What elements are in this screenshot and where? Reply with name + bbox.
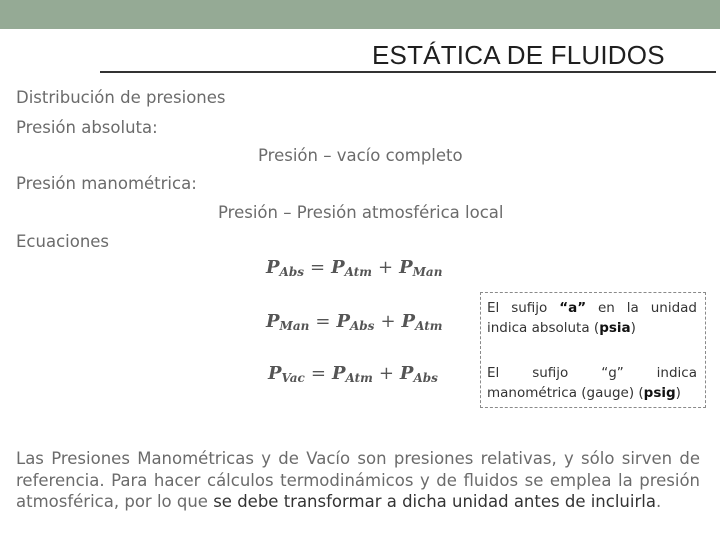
def-presion-manometrica: Presión – Presión atmosférica local: [218, 203, 504, 222]
equation-vac: $P_{Vac} = P_{Atm} + P_{Abs}$: [268, 363, 438, 385]
def-presion-absoluta: Presión – vacío completo: [258, 146, 463, 165]
note-paragraph: Las Presiones Manométricas y de Vacío son presiones relativas, y sólo sirven de referencia. Para hacer cálculos termodinámicos y de fluidos se emplea la presión atmosférica, por lo que se debe transformar a dicha unidad antes de incluirla.: [16, 449, 700, 511]
slide-title: ESTÁTICA DE FLUIDOS: [372, 40, 665, 70]
top-accent-bar: [0, 0, 720, 29]
title-underline: [100, 71, 716, 73]
note-absolute: El sufijo “a” en la unidad indica absoluta (psia): [487, 300, 697, 336]
equation-abs: $P_{Abs} = P_{Atm} + P_{Man}$: [266, 257, 443, 279]
section-distribucion: Distribución de presiones: [16, 88, 226, 107]
equation-man: $P_{Man} = P_{Abs} + P_{Atm}$: [266, 311, 443, 333]
note-gauge: El sufijo “g” indica manométrica (gauge) (psig): [487, 365, 697, 401]
section-ecuaciones: Ecuaciones: [16, 232, 110, 251]
label-presion-absoluta: Presión absoluta:: [16, 118, 158, 137]
label-presion-manometrica: Presión manométrica:: [16, 174, 197, 193]
suffix-note-box: [480, 292, 706, 408]
